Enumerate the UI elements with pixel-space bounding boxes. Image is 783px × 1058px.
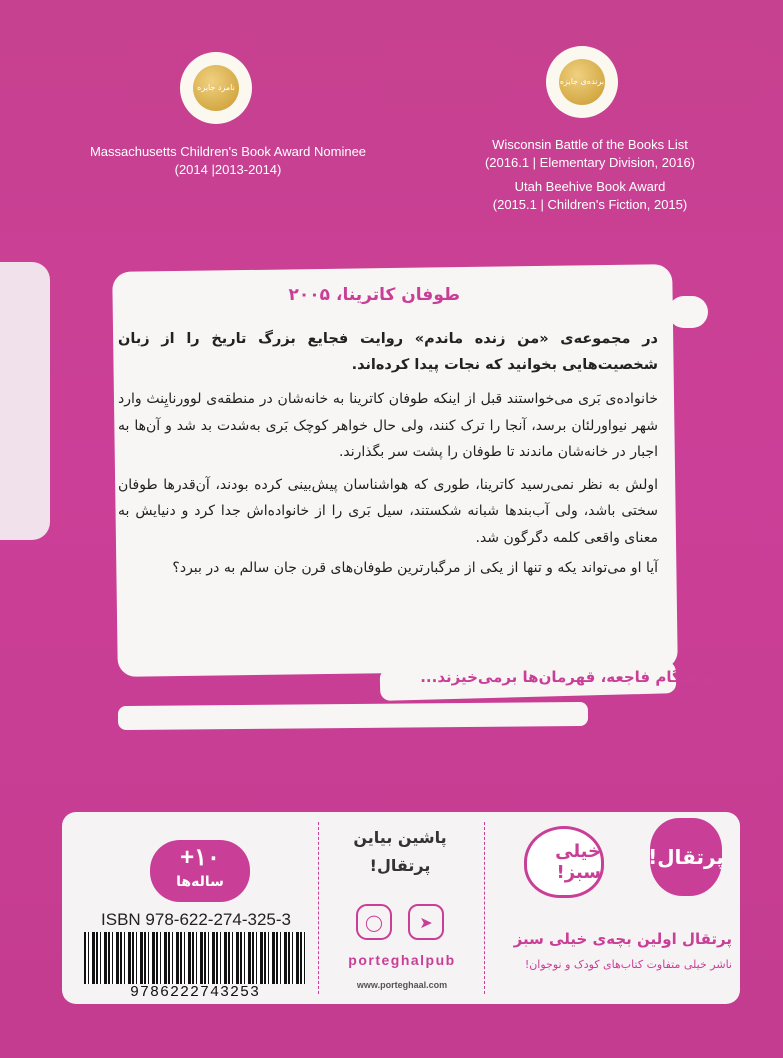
- award-seal-nominee: [180, 52, 252, 124]
- social-handle[interactable]: porteghalpub: [348, 952, 456, 968]
- barcode: [84, 932, 306, 984]
- website-link[interactable]: www.porteghaal.com: [356, 980, 448, 990]
- synopsis-title: طوفان کاترینا، ۲۰۰۵: [288, 285, 460, 305]
- award-seal-winner: [546, 46, 618, 118]
- isbn-text: ISBN 978-622-274-325-3: [101, 910, 291, 929]
- synopsis-intro: در مجموعه‌ی «من زنده ماندم» روایت فجایع بزرگ تاریخ را از زبان شخصیت‌هایی بخوانید که نجات پیدا کرده‌اند.: [118, 331, 658, 373]
- publisher-subslogan: ناشر خیلی متفاوت کتاب‌های کودک و نوجوان!: [524, 958, 732, 971]
- follow-text: [328, 824, 472, 880]
- barcode-number: 9786222743253: [129, 984, 261, 1001]
- laurel-icon: [559, 59, 605, 105]
- award-year: (2016.1 | Elementary Division, 2016): [484, 155, 696, 170]
- synopsis-paragraph: آیا او می‌تواند یکه و تنها از یکی از مرگبارترین طوفان‌های قرن جان سالم به در ببرد؟: [172, 560, 658, 576]
- instagram-icon[interactable]: ◯: [356, 904, 392, 940]
- seal-label: برنده‌ی جایزه: [559, 77, 605, 86]
- synopsis-paragraph: اولش به نظر نمی‌رسید کاترینا، طوری که هواشناسان پیش‌بینی کرده بودند، آن‌قدرها طوفان سختی باشد، ولی آب‌بندها شبانه شکستند، سیل بَری را از خانواده‌اش جدا کرد و دنیایش به معنای واقعی کلمه دگرگون شد.: [118, 476, 658, 546]
- award-year: (2015.1 | Children's Fiction, 2015): [492, 197, 688, 212]
- award-title: Wisconsin Battle of the Books List: [492, 137, 688, 152]
- logo-text: پرتقال!: [648, 845, 724, 869]
- decorative-bar: [118, 702, 588, 730]
- storm-cloud-icon: [668, 296, 708, 328]
- kheilisabz-logo: [524, 826, 604, 898]
- tagline: و هنگام فاجعه، قهرمان‌ها برمی‌خیزند...: [420, 668, 712, 686]
- logo-text: خیلی سبز!: [555, 841, 601, 883]
- laurel-icon: [193, 65, 239, 111]
- publisher-slogan: پرتقال اولین بچه‌ی خیلی سبز: [513, 930, 732, 948]
- synopsis-body: [118, 386, 658, 582]
- telegram-icon[interactable]: ➤: [408, 904, 444, 940]
- award-winner-text: [440, 136, 740, 214]
- award-title: Massachusetts Children's Book Award Nominee: [89, 144, 367, 159]
- age-number: +۱۰: [180, 844, 220, 871]
- page-edge: [0, 262, 50, 540]
- follow-line: پرتقال!: [369, 856, 431, 875]
- age-unit: ساله‌ها: [176, 874, 224, 890]
- award-title: Utah Beehive Book Award: [514, 179, 666, 194]
- award-year: (2014 |2013-2014): [174, 162, 282, 177]
- seal-label: نامزد جایزه: [197, 83, 235, 92]
- award-nominee-text: [58, 143, 398, 179]
- follow-line: پاشین بیاین: [353, 828, 447, 847]
- panel-divider: [318, 822, 319, 994]
- synopsis-paragraph: خانواده‌ی بَری می‌خواستند قبل از اینکه طوفان کاترینا به خانه‌شان در منطقه‌ی لوورنایِنث وارد شهر نیواورلئان برسد، آنجا را ترک کنند، ولی حال خواهر کوچک بَری به‌شدت بد شد و آن‌ها به اجبار در خانه‌شان ماندند تا طوفان را پشت سر بگذارند.: [118, 391, 658, 460]
- publisher-logo: [650, 818, 722, 896]
- panel-divider: [484, 822, 485, 994]
- age-badge: [150, 840, 250, 902]
